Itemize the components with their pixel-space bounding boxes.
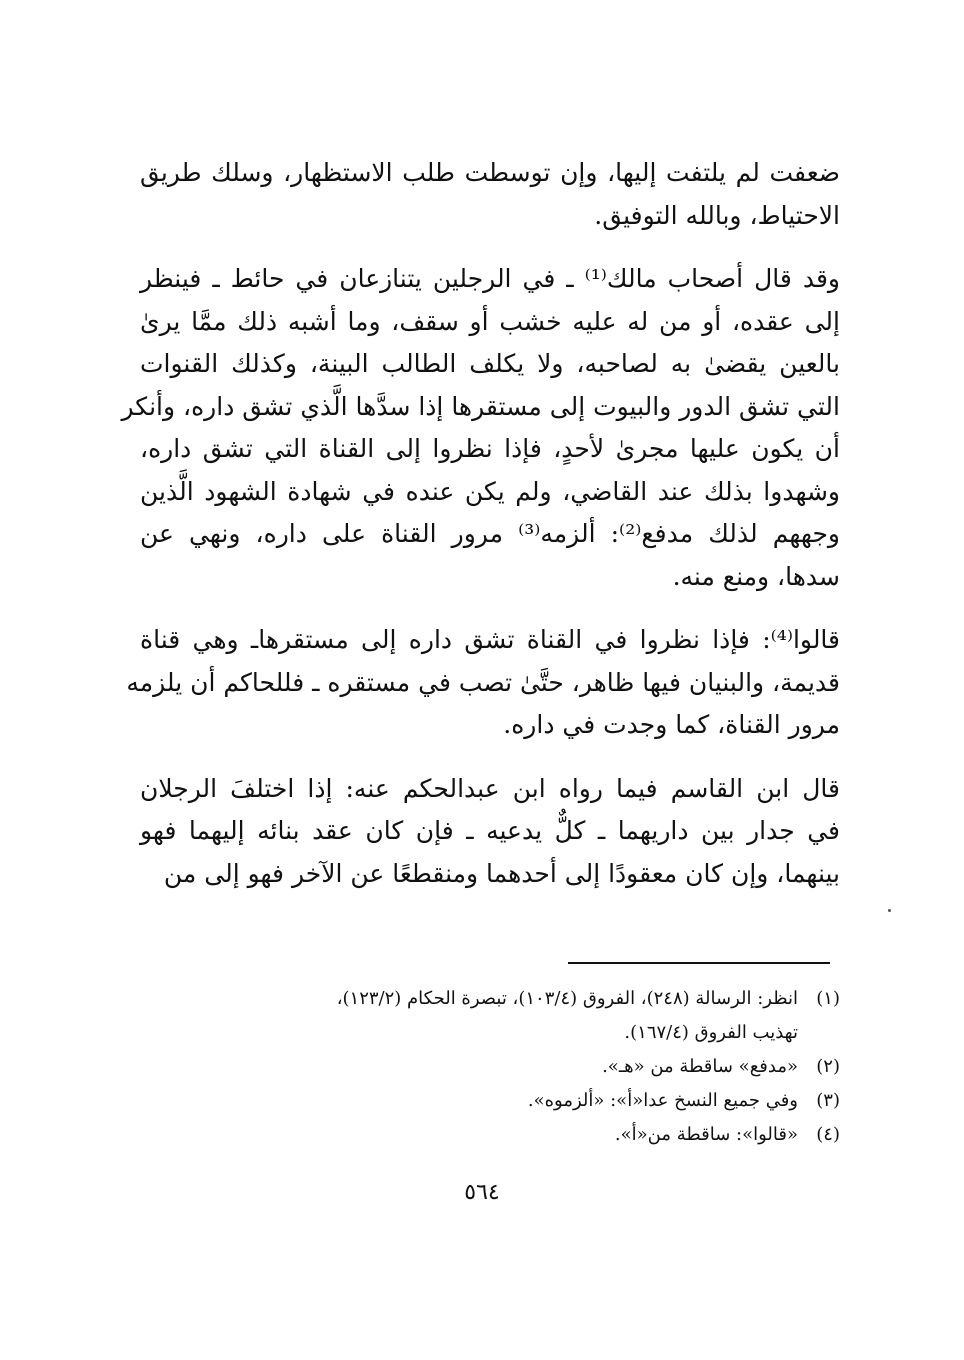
margin-mark — [888, 909, 891, 912]
main-text — [121, 152, 840, 916]
text-line: بالعين يقضىٰ به لصاحبه، ولا يكلف الطالب البينة، وكذلك القنوات — [140, 349, 840, 378]
text-line: وقد قال أصحاب مالك⁽¹⁾ ـ في الرجلين يتنازعان في حائط ـ فينظر — [140, 264, 840, 293]
paragraph — [140, 768, 840, 896]
text-line: قال ابن القاسم فيما رواه ابن عبدالحكم عنه: إذا اختلفَ الرجلان — [140, 773, 840, 803]
text-line: أن يكون عليها مجرىٰ لأحدٍ، فإذا نظروا إلى القناة التي تشق داره، — [140, 434, 840, 463]
footnote-number: (٢) — [816, 1056, 840, 1077]
text-line: الاحتياط، وبالله التوفيق. — [594, 200, 840, 230]
text-line: وشهدوا بذلك عند القاضي، ولم يكن عنده في شهادة الشهود الَّذين — [140, 476, 840, 506]
text-line: ضعفت لم يلتفت إليها، وإن توسطت طلب الاستظهار، وسلك طريق — [140, 158, 840, 187]
footnote — [140, 1084, 840, 1118]
footnote-text — [140, 1118, 798, 1152]
footnote-text — [140, 982, 798, 1050]
text-line: التي تشق الدور والبيوت إلى مستقرها إذا سدَّها الَّذي تشق داره، وأنكر — [121, 391, 840, 421]
text-line: قديمة، والبنيان فيها ظاهر، حتَّىٰ تصب في مستقره ـ فللحاكم أن يلزمه — [126, 667, 840, 697]
text-line: قالوا⁽⁴⁾: فإذا نظروا في القناة تشق داره إلى مستقرهاـ وهي قناة — [140, 625, 840, 654]
footnote-number: (٣) — [816, 1090, 840, 1111]
paragraph — [121, 258, 840, 598]
footnote-line: «مدفع» ساقطة من «هـ». — [602, 1056, 798, 1077]
footnote-number: (٤) — [816, 1124, 840, 1145]
footnote-divider — [568, 962, 830, 964]
text-line: سدها، ومنع منه. — [672, 561, 840, 591]
text-line: وجههم لذلك مدفع⁽²⁾: ألزمه⁽³⁾ مرور القناة على داره، ونهي عن — [140, 519, 840, 548]
page-number: ٥٦٤ — [464, 1180, 500, 1205]
text-line: في جدار بين داريهما ـ كلٌّ يدعيه ـ فإن كان عقد بنائه إليهما فهو — [140, 816, 840, 845]
footnotes — [140, 982, 840, 1152]
footnote-line: وفي جميع النسخ عدا«أ»: «ألزموه». — [527, 1090, 798, 1111]
footnote-number: (١) — [816, 988, 840, 1009]
footnote — [140, 1118, 840, 1152]
text-line: مرور القناة، كما وجدت في داره. — [503, 710, 840, 739]
paragraph — [126, 619, 840, 747]
paragraph — [140, 152, 840, 237]
footnote — [140, 1050, 840, 1084]
footnote-text — [140, 1084, 798, 1118]
text-line: إلى عقده، أو من له عليه خشب أو سقف، وما أشبه ذلك ممَّا يرىٰ — [140, 306, 840, 336]
footnote — [140, 982, 840, 1050]
footnote-line: تهذيب الفروق (١٦٧/٤). — [624, 1022, 798, 1043]
text-line: بينهما، وإن كان معقودًا إلى أحدهما ومنقطعًا عن الآخر فهو إلى من — [163, 858, 840, 888]
footnote-line: انظر: الرسالة (٢٤٨)، الفروق (١٠٣/٤)، تبصرة الحكام (١٢٣/٢)، — [336, 988, 798, 1009]
footnote-text — [140, 1050, 798, 1084]
footnote-line: «قالوا»: ساقطة من«أ». — [614, 1124, 798, 1145]
